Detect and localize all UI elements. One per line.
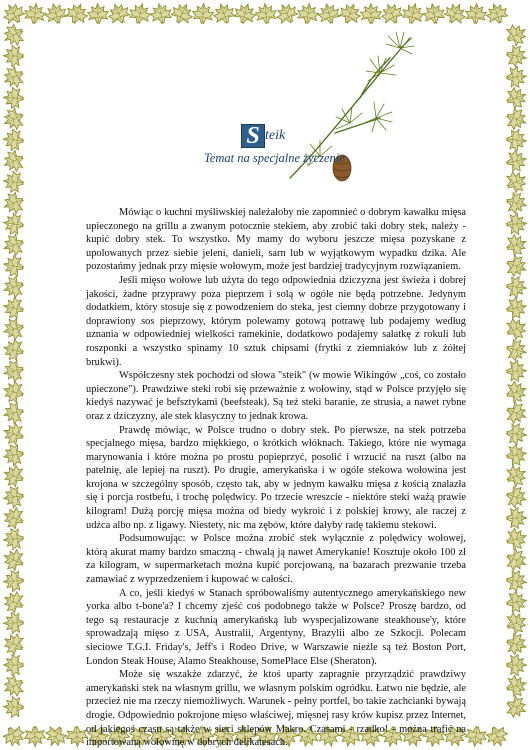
maple-leaf-icon bbox=[504, 232, 530, 259]
maple-leaf-icon bbox=[504, 379, 530, 405]
maple-leaf-icon bbox=[484, 723, 511, 750]
paragraph: Mówiąc o kuchni myśliwskiej należałoby nie zapomnieć o dobrym kawałku mięsa upieczonego na grillu a zwanym potocznie stekiem, aby zrobić taki dobry stek, należy - kupić dobry stek. To wszystko. My mamy do wyboru jeszcze mięsa pozyskane z upolowanych przez siebie jeleni, danieli, sarn lub w wyjątkowym wypadku dzika. Ale pozostańmy jednak przy mięsie wołowym, może jest bardziej tradycyjnym rozwiązaniem. bbox=[86, 207, 466, 273]
paragraph: Współczesny stek pochodzi od słowa "steik" (w mowie Wikingów „coś, co zostało upieczone"). Prawdziwe steki robi się przeważnie z wołowiny, stąd w Polsce przyjęło się kiedyś nazywać je befsztykami (beefsteak). Są też steki baranie, ze strusia, a nawet rybne oraz z dziczyzny, ale stek klasyczny to jednak krowa. bbox=[86, 370, 466, 422]
maple-leaf-icon bbox=[0, 588, 27, 616]
maple-leaf-icon bbox=[503, 609, 530, 637]
maple-leaf-icon bbox=[504, 631, 529, 657]
maple-leaf-icon bbox=[1, 337, 26, 362]
maple-leaf-icon bbox=[2, 443, 25, 467]
article-body bbox=[86, 206, 466, 750]
maple-leaf-icon bbox=[42, 723, 70, 750]
article-header bbox=[0, 0, 530, 200]
maple-leaf-icon bbox=[505, 443, 528, 467]
paragraph: Prawdę mówiąc, w Polsce trudno o dobry stek. Po pierwsze, na stek potrzeba specjalnego mięsa, bardzo miękkiego, o krótkich włóknach. Takiego, które nie wymaga marynowania i które można po prostu popieprzyć, posolić i wrzucić na ruszt (albo na patelnię, ale lepiej na ruszt). Po drugie, amerykańska i w ogóle stekowa wołowina jest krojona w szczególny sposób, często tak, aby w jednym kawałku mięsa z kością znalazła się i porcja rostbefu, i trochę polędwicy. Po trzecie wreszcie - niektóre steki ważą prawie kilogram! Dużą porcję mięsa można od biedy wykroić i z polskiej krowy, ale raczej z udźca albo np. z ligawy. Niestety, nic ma zębów, które dałyby radę takiemu stekowi. bbox=[86, 424, 466, 531]
paragraph: A co, jeśli kiedyś w Stanach spróbowaliśmy autentycznego amerykańskiego new yorka albo t-bone'a? I chcemy zjeść coś podobnego także w Polsce? Proszę bardzo, od tego są restauracje z kuchnią amerykańską lub wyspecjalizowane steakhouse'y, które sprowadzają mięso z USA, Australii, Argentyny, Brazylii albo ze Szkocji. Polecam sieciowe T.G.I. Friday's, Jeff's i Rodeo Drive, w Warszawie nieźle są też Boston Port, London Steak House, Alamo Steakhouse, SomePlace Else (Sheraton). bbox=[86, 587, 466, 667]
maple-leaf-icon bbox=[3, 612, 24, 634]
paragraph: Jeśli mięso wołowe lub użyta do tego odpowiednia dziczyzna jest świeża i dobrej jakości, żadne przyprawy poza pieprzem i solą w ogóle nie będą potrzebne. Jedynym dodatkiem, który stosuje się z powodzeniem do steka, jest ciemny dobrze przygotowany i doprawiony sos pieprzowy, którym polewamy gotową potrawę lub podajemy według uznania w odpowiedniej wielkości ramekinie, dodatkowo podajemy sałatkę z rokuli lub roszponki a wszystko spinamy 10 sztuk chipsami (frytki z ziemniaków lub z żółtej brukwi). bbox=[86, 274, 466, 368]
logo-letter: S bbox=[246, 123, 260, 149]
maple-leaf-icon bbox=[2, 528, 24, 551]
maple-leaf-icon bbox=[3, 696, 24, 718]
maple-leaf-icon bbox=[504, 526, 529, 552]
maple-leaf-icon bbox=[505, 569, 528, 593]
maple-leaf-icon bbox=[506, 276, 528, 299]
maple-leaf-icon bbox=[505, 422, 527, 445]
maple-leaf-icon bbox=[1, 421, 27, 447]
maple-leaf-icon bbox=[0, 672, 27, 700]
maple-leaf-icon bbox=[0, 723, 28, 750]
maple-leaf-icon bbox=[503, 315, 530, 343]
maple-leaf-icon bbox=[505, 296, 529, 320]
maple-leaf-icon bbox=[4, 655, 24, 676]
maple-leaf-icon bbox=[1, 274, 26, 300]
maple-leaf-icon bbox=[1, 379, 26, 405]
maple-leaf-icon bbox=[1, 232, 27, 259]
maple-leaf-icon bbox=[3, 570, 24, 592]
maple-leaf-icon bbox=[0, 630, 27, 658]
maple-leaf-icon bbox=[24, 726, 45, 746]
maple-leaf-icon bbox=[66, 726, 88, 747]
larch-branch-icon bbox=[280, 28, 420, 198]
maple-leaf-icon bbox=[2, 254, 26, 278]
maple-leaf-icon bbox=[507, 655, 527, 676]
maple-leaf-icon bbox=[1, 295, 25, 320]
maple-leaf-icon bbox=[503, 693, 530, 721]
maple-leaf-icon bbox=[0, 546, 27, 573]
maple-leaf-icon bbox=[504, 337, 529, 362]
maple-leaf-icon bbox=[503, 462, 530, 490]
maple-leaf-icon bbox=[2, 401, 26, 426]
maple-leaf-icon bbox=[2, 485, 25, 509]
maple-leaf-icon bbox=[504, 484, 529, 510]
maple-leaf-icon bbox=[506, 360, 527, 382]
maple-leaf-icon bbox=[505, 590, 528, 614]
maple-leaf-icon bbox=[506, 213, 527, 235]
page-subtitle: Temat na specjalne życzenie bbox=[204, 151, 345, 165]
paragraph: Podsumowując: w Polsce można zrobić stek wyłącznie z polędwicy wołowej, którą akurat mamy bardzo smaczną - chwalą ją nawet Amerykanie! Kosztuje około 100 zł za kilogram, w supermarketach można kupić porcjowaną, na bazarach prezwanie trzeba zamawiać z wyprzedzeniem i kupować w całości. bbox=[86, 533, 466, 586]
maple-leaf-icon bbox=[1, 316, 26, 342]
maple-leaf-icon bbox=[506, 507, 526, 528]
maple-leaf-icon bbox=[503, 546, 530, 573]
logo-title: teik bbox=[265, 128, 286, 143]
maple-leaf-icon bbox=[464, 725, 488, 748]
maple-leaf-icon bbox=[0, 504, 27, 531]
paragraph: Może się wszakże zdarzyć, że ktoś uparty zapragnie przyrządzić prawdziwy amerykański stek na własnym grillu, we własnym polskim ogródku. Łatwo nie będzie, ale przecież nie ma rzeczy niemożliwych. Warunek - pełny portfel, bo takie zachcianki bywają drogie. Odpowiednio pokrojone mięso właściwej, mięsnej rasy krów kupisz przez Internet, od jakiegoś czasu są także w sieci sklepów Makro. Czasami - rzadko! - można trafić na importowaną wołowinę w dobrych delikatesach. bbox=[86, 669, 466, 749]
maple-leaf-icon bbox=[2, 212, 25, 236]
logo-badge bbox=[241, 124, 265, 148]
maple-leaf-icon bbox=[1, 359, 25, 384]
maple-leaf-icon bbox=[503, 253, 530, 280]
maple-leaf-icon bbox=[504, 673, 529, 699]
maple-leaf-icon bbox=[503, 400, 530, 427]
